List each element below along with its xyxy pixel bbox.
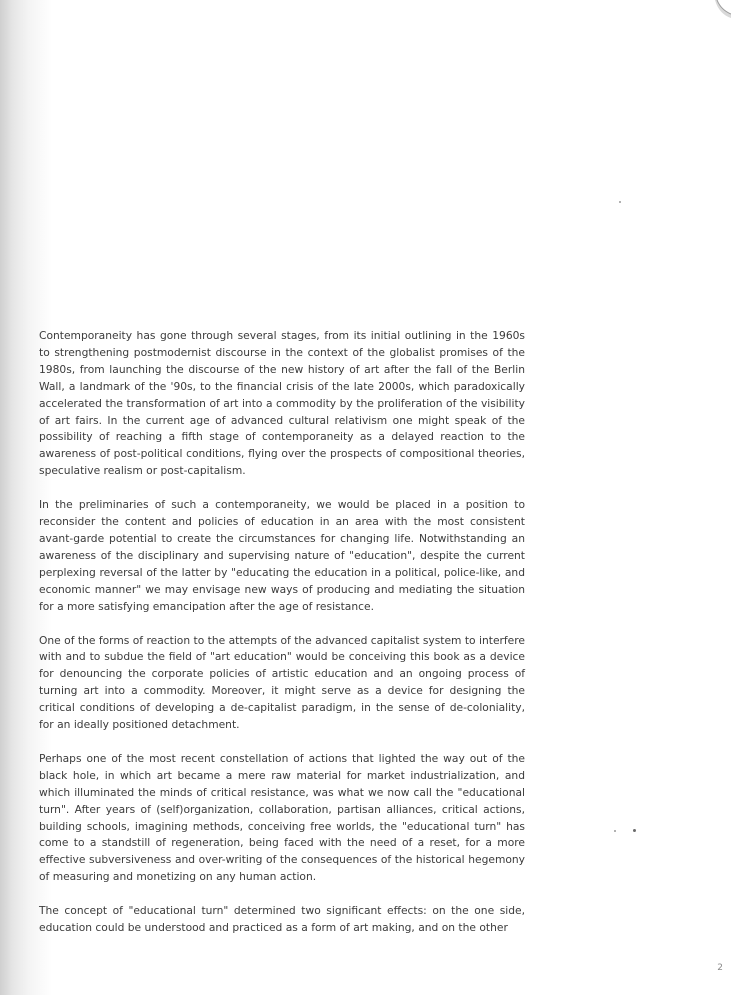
page-number: 2 [717,963,723,973]
scan-speck [633,829,636,832]
paragraph-2: In the preliminaries of such a contemporaneity, we would be placed in a position to reconsider the content and policies of education in an area with the most consistent avant-garde potential to create the circumstances for changing life. Notwithstanding an awareness of the disciplinary and supervising nature of "education", despite the current perplexing reversal of the latter by "educating the education in a political, police-like, and economic manner" we may envisage new ways of producing and mediating the situation for a more satisfying emancipation after the age of resistance. [39,498,525,613]
paragraph-1: Contemporaneity has gone through several stages, from its initial outlining in the 1960s to strengthening postmodernist discourse in the context of the globalist promises of the 1980s, from launching the discourse of the new history of art after the fall of the Berlin Wall, a landmark of the '90s, to the financial crisis of the late 2000s, which paradoxically accelerated the transformation of art into a commodity by the proliferation of the visibility of art fairs. In the current age of advanced cultural relativism one might speak of the possibility of reaching a fifth stage of contemporaneity as a delayed reaction to the awareness of post-political conditions, flying over the prospects of compositional theories, speculative realism or post-capitalism. [39,329,525,478]
paragraph-5: The concept of "educational turn" determined two significant effects: on the one side, education could be understood and practiced as a form of art making, and on the other [39,904,525,935]
scan-speck [614,830,616,832]
scan-speck [619,201,621,203]
body-text [39,328,525,954]
paragraph-4: Perhaps one of the most recent constellation of actions that lighted the way out of the black hole, in which art became a mere raw material for market industrialization, and which illuminated the minds of critical resistance, was what we now call the "educational turn". After years of (self)organization, collaboration, partisan alliances, critical actions, building schools, imagining methods, conceiving free worlds, the "educational turn" has come to a standstill of regeneration, being faced with the need of a reset, for a more effective subversiveness and over-writing of the consequences of the historical hegemony of measuring and monetizing on any human action. [39,751,525,884]
page-corner-fold [715,0,731,18]
paragraph-3: One of the forms of reaction to the attempts of the advanced capitalist system to interfere with and to subdue the field of "art education" would be conceiving this book as a device for denouncing the corporate policies of artistic education and an ongoing process of turning art into a commodity. Moreover, it might serve as a device for designing the critical conditions of developing a de-capitalist paradigm, in the sense of de-coloniality, for an ideally positioned detachment. [39,633,525,732]
